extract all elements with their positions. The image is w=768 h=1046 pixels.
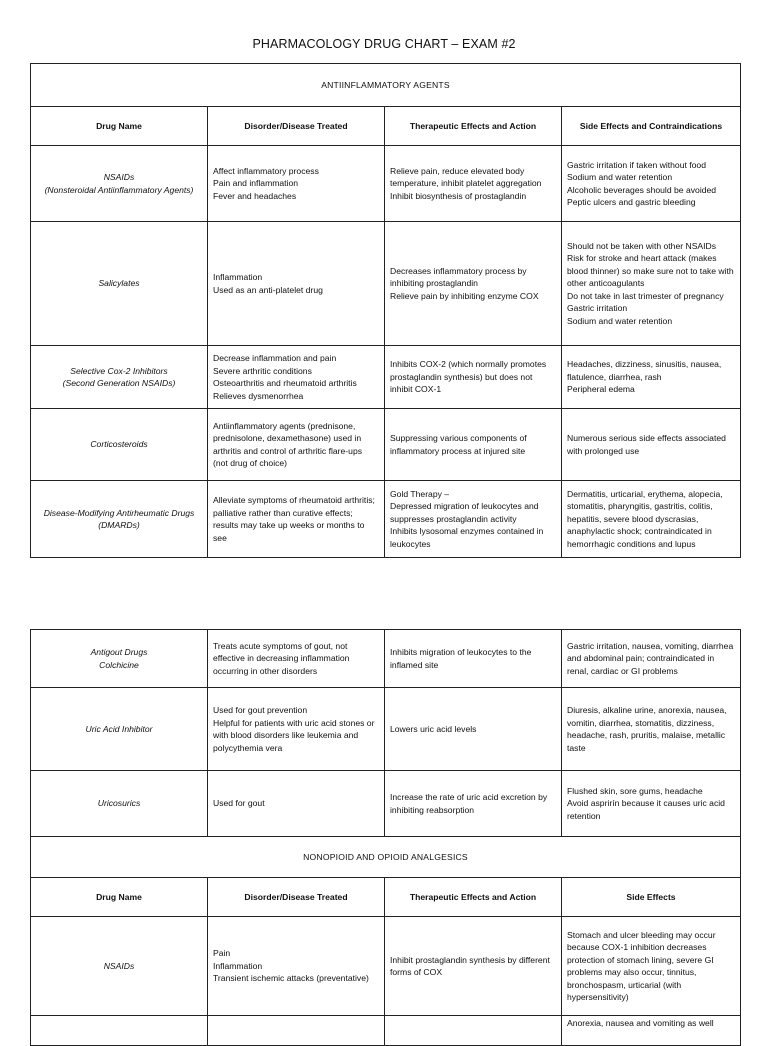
header-side-effects: Side Effects and Contraindications bbox=[562, 107, 741, 146]
side-effects-cell: Anorexia, nausea and vomiting as well bbox=[562, 1016, 741, 1046]
disorder-cell: Affect inflammatory process Pain and inflammation Fever and headaches bbox=[208, 146, 385, 222]
header-row bbox=[31, 107, 741, 146]
disorder-cell: Alleviate symptoms of rheumatoid arthritis; palliative rather than curative effects; results may take up weeks or months to see bbox=[208, 481, 385, 558]
header-therapeutic: Therapeutic Effects and Action bbox=[385, 107, 562, 146]
drug-name-cell: Uricosurics bbox=[31, 771, 208, 837]
disorder-cell: Used for gout bbox=[208, 771, 385, 837]
table-row bbox=[31, 688, 741, 771]
drug-name-cell: Selective Cox-2 Inhibitors (Second Generation NSAIDs) bbox=[31, 346, 208, 409]
header-side-effects: Side Effects bbox=[562, 878, 741, 917]
side-effects-cell: Numerous serious side effects associated with prolonged use bbox=[562, 409, 741, 481]
document-title: PHARMACOLOGY DRUG CHART – EXAM #2 bbox=[252, 37, 516, 51]
table-row bbox=[31, 222, 741, 346]
side-effects-cell: Headaches, dizziness, sinusitis, nausea, flatulence, diarrhea, rash Peripheral edema bbox=[562, 346, 741, 409]
disorder-cell: Decrease inflammation and pain Severe arthritic conditions Osteoarthritis and rheumatoid arthritis Relieves dysmenorrhea bbox=[208, 346, 385, 409]
therapeutic-cell: Relieve pain, reduce elevated body temperature, inhibit platelet aggregation Inhibit biosynthesis of prostaglandin bbox=[385, 146, 562, 222]
section-row bbox=[31, 837, 741, 878]
drug-name-cell: Antigout Drugs Colchicine bbox=[31, 630, 208, 688]
disorder-cell: Antiinflammatory agents (prednisone, prednisolone, dexamethasone) used in arthritis and control of arthritic flare-ups (not drug of choice) bbox=[208, 409, 385, 481]
side-effects-cell: Dermatitis, urticarial, erythema, alopecia, stomatitis, pharyngitis, gastritis, colitis, hepatitis, severe blood dyscrasias, anaphylactic shock; contraindicated in hemorrhagic conditions and lupus bbox=[562, 481, 741, 558]
header-disorder: Disorder/Disease Treated bbox=[208, 878, 385, 917]
therapeutic-cell: Suppressing various components of inflammatory process at injured site bbox=[385, 409, 562, 481]
header-drug-name: Drug Name bbox=[31, 107, 208, 146]
disorder-cell: Treats acute symptoms of gout, not effective in decreasing inflammation occurring in other disorders bbox=[208, 630, 385, 688]
side-effects-cell: Gastric irritation, nausea, vomiting, diarrhea and abdominal pain; contraindicated in renal, cardiac or GI problems bbox=[562, 630, 741, 688]
header-therapeutic: Therapeutic Effects and Action bbox=[385, 878, 562, 917]
side-effects-cell: Gastric irritation if taken without food Sodium and water retention Alcoholic beverages should be avoided Peptic ulcers and gastric bleeding bbox=[562, 146, 741, 222]
therapeutic-cell: Gold Therapy – Depressed migration of leukocytes and suppresses prostaglandin activity Inhibits lysosomal enzymes contained in leukocytes bbox=[385, 481, 562, 558]
table-row bbox=[31, 771, 741, 837]
side-effects-cell: Diuresis, alkaline urine, anorexia, nausea, vomitin, diarrhea, stomatitis, dizziness, headache, rash, pruritis, malaise, metallic taste bbox=[562, 688, 741, 771]
section-row bbox=[31, 64, 741, 107]
drug-name-cell bbox=[31, 1016, 208, 1046]
therapeutic-cell bbox=[385, 1016, 562, 1046]
table-row bbox=[31, 917, 741, 1016]
section-title-antiinflammatory: ANTIINFLAMMATORY AGENTS bbox=[31, 64, 741, 107]
therapeutic-cell: Lowers uric acid levels bbox=[385, 688, 562, 771]
drug-name-cell: Uric Acid Inhibitor bbox=[31, 688, 208, 771]
header-row bbox=[31, 878, 741, 917]
table-row bbox=[31, 146, 741, 222]
disorder-cell: Used for gout prevention Helpful for patients with uric acid stones or with blood disorders like leukemia and polycythemia vera bbox=[208, 688, 385, 771]
side-effects-cell: Flushed skin, sore gums, headache Avoid asprirín because it causes uric acid retention bbox=[562, 771, 741, 837]
therapeutic-cell: Increase the rate of uric acid excretion by inhibiting reabsorption bbox=[385, 771, 562, 837]
side-effects-cell: Stomach and ulcer bleeding may occur because COX-1 inhibition decreases protection of stomach lining, severe GI problems may also occur, tinnitus, bronchospasm, urticarial (with hypersensitivity) bbox=[562, 917, 741, 1016]
disorder-cell: Inflammation Used as an anti-platelet drug bbox=[208, 222, 385, 346]
drug-name-cell: Salicylates bbox=[31, 222, 208, 346]
therapeutic-cell: Decreases inflammatory process by inhibiting prostaglandin Relieve pain by inhibiting enzyme COX bbox=[385, 222, 562, 346]
table-row bbox=[31, 409, 741, 481]
drug-name-cell: Disease-Modifying Antirheumatic Drugs (DMARDs) bbox=[31, 481, 208, 558]
antigout-analgesics-table bbox=[30, 629, 741, 1046]
table-row bbox=[31, 1016, 741, 1046]
disorder-cell: Pain Inflammation Transient ischemic attacks (preventative) bbox=[208, 917, 385, 1016]
drug-name-cell: Corticosteroids bbox=[31, 409, 208, 481]
table-row bbox=[31, 481, 741, 558]
therapeutic-cell: Inhibits COX-2 (which normally promotes prostaglandin synthesis) but does not inhibit COX-1 bbox=[385, 346, 562, 409]
header-disorder: Disorder/Disease Treated bbox=[208, 107, 385, 146]
table-row bbox=[31, 346, 741, 409]
side-effects-cell: Should not be taken with other NSAIDs Risk for stroke and heart attack (makes blood thinner) so make sure not to take with other anticoagulants Do not take in last trimester of pregnancy Gastric irritation Sodium and water retention bbox=[562, 222, 741, 346]
disorder-cell bbox=[208, 1016, 385, 1046]
header-drug-name: Drug Name bbox=[31, 878, 208, 917]
table-row bbox=[31, 630, 741, 688]
section-title-analgesics: NONOPIOID AND OPIOID ANALGESICS bbox=[31, 837, 741, 878]
drug-name-cell: NSAIDs bbox=[31, 917, 208, 1016]
therapeutic-cell: Inhibits migration of leukocytes to the inflamed site bbox=[385, 630, 562, 688]
therapeutic-cell: Inhibit prostaglandin synthesis by different forms of COX bbox=[385, 917, 562, 1016]
drug-name-cell: NSAIDs (Nonsteroidal Antiinflammatory Agents) bbox=[31, 146, 208, 222]
antiinflammatory-table bbox=[30, 63, 741, 558]
